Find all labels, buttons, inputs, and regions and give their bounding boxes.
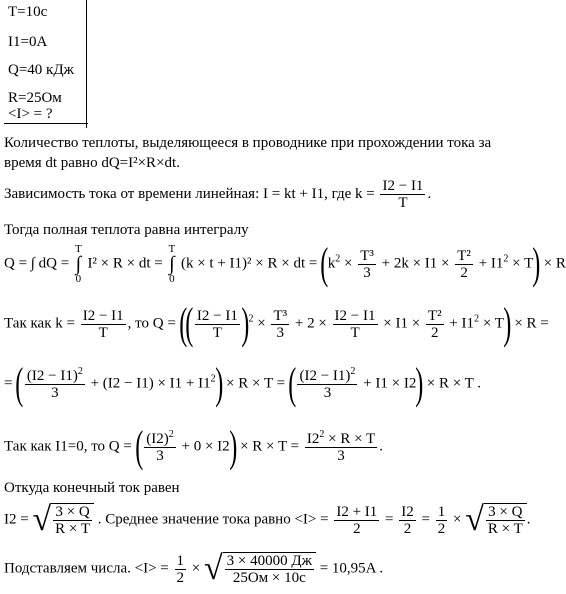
find-average-current: <I> = ? — [4, 106, 88, 124]
paragraph-integral: Тогда полная теплота равна интегралу — [4, 222, 249, 238]
given-block — [0, 0, 87, 128]
formula-numeric: Подставляем числа. <I> = $\frac{1}{2}$ × √ $\frac{3 \times 40000 Дж}{25Ом \times 10c}$ = 10,95A . — [4, 550, 384, 587]
formula-substitution: Так как k = $\frac{I2 - I1}{T}$ , то Q = (( $\frac{I2 - I1}{T}$ )$^2$ × $\frac{\text{T³}}{3}$ + 2 × $\frac{I2 - I1}{T}$ × I1 × $\frac{\text{T²}}{2}$ + $I1^2 \times T) \times R$ = — [4, 299, 549, 348]
formula-i2: I2 = √ $\frac{3 \times Q}{R \times T}$ . Среднее значение тока равно <I> = $\frac{I2 + I1}{2}$ = $\frac{I2}{2}$ = $\frac{1}{2}$ × √ $\frac{3 \times Q}{R \times T}$ . — [4, 501, 531, 538]
paragraph-heat-intro: Количество теплоты, выделяющееся в проводнике при прохождении тока за — [4, 135, 492, 151]
linear-text: Зависимость тока от времени линейная: I = kt + I1, где k = — [4, 185, 375, 202]
fraction-k — [380, 178, 425, 211]
formula-linear-current: Зависимость тока от времени линейная: I = kt + I1, где k = $\frac{I2 - I1}{T}$ . — [4, 178, 432, 211]
given-time: T=10c — [8, 4, 48, 20]
integral-sign-1: T ∫ 0 — [74, 243, 82, 285]
paragraph-final-current: Откуда конечный ток равен — [4, 480, 180, 496]
formula-simplified: = ( $\frac{(I2 - I1)^2}{3}$ + $(I2 - I1) \times I1 + I1^2) \times R \times T$ = ( $\frac{(I2 - I1)^2}{3}$ + I1 × I2) × R × T . — [4, 359, 482, 408]
formula-i1-zero: Так как I1=0, то Q = ( $\frac{(I2)^2}{3}$ + 0 × I2) × R × T = $\frac{I2^2 \times R \times T}{3}$ . — [4, 422, 383, 471]
q-integral-start: Q = ∫ dQ = — [4, 255, 70, 272]
k-denominator: T — [398, 195, 408, 211]
k-numerator: I2 − I1 — [382, 178, 424, 194]
integral-sign-2: T ∫ 0 — [168, 243, 176, 285]
paragraph-dq: время dt равно dQ=I²×R×dt. — [4, 155, 180, 171]
integrand-1: I² × R × dt = — [87, 255, 163, 272]
given-initial-current: I1=0A — [8, 34, 48, 50]
final-result: = 10,95A . — [319, 560, 384, 577]
integrand-2: (k × t + I1)² × R × dt = — [180, 255, 318, 272]
given-heat: Q=40 кДж — [8, 62, 74, 78]
formula-integral: Q = ∫ dQ = T ∫ 0 I² × R × dt = T ∫ 0 (k × t + I1)² × R × dt = ($k^2$ × $\frac{\text{T³}}{3}$ + 2k × I1 × $\frac{\text{T²}}{2}$ + $I1^2 \times T) \times R$ — [4, 239, 566, 288]
given-resistance: R=25Ом — [8, 90, 62, 106]
